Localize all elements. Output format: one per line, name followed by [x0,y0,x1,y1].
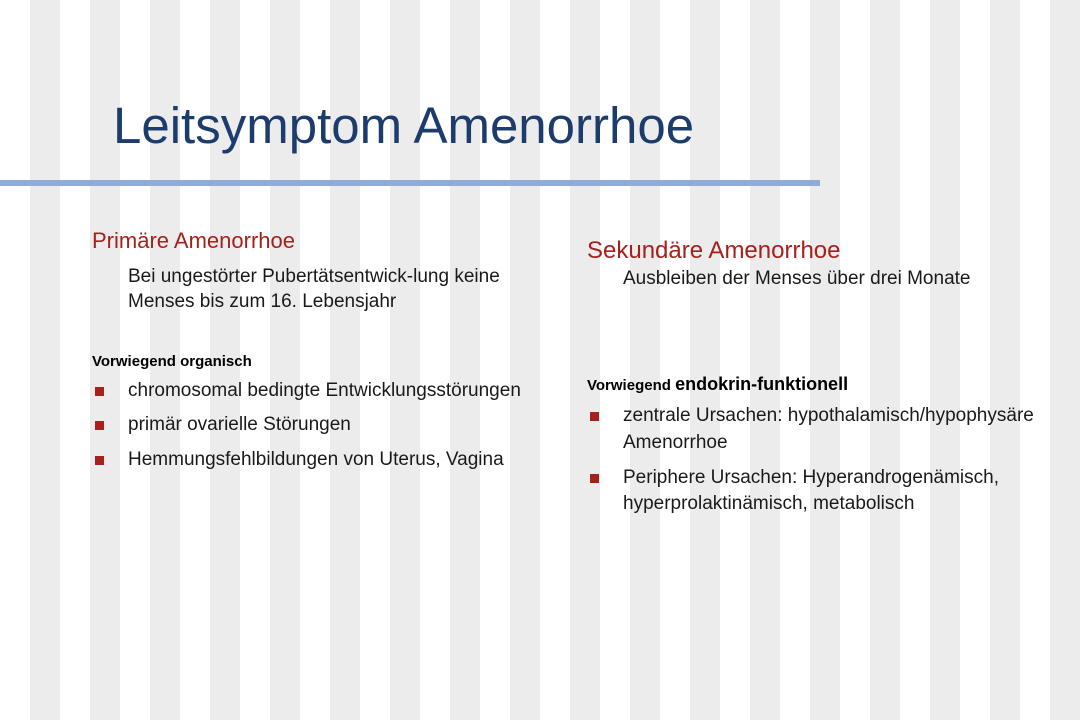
right-subheading-emphasis: endokrin-funktionell [675,374,849,395]
right-column [587,235,1057,526]
square-bullet-icon [95,421,104,430]
left-bullet-list [92,378,562,472]
primary-amenorrhea-heading: Primäre Amenorrhoe [92,228,295,253]
list-item [92,412,562,437]
list-item-text: chromosomal bedingte Entwicklungsstörungen [128,380,521,402]
square-bullet-icon [95,387,104,396]
list-item [587,465,1057,517]
left-subheading: Vorwiegend organisch [92,353,252,371]
list-item [92,447,562,472]
list-item-text: zentrale Ursachen: hypothalamisch/hypophysäre Amenorrhoe [623,405,1034,453]
right-bullet-list [587,403,1057,517]
list-item [92,378,562,403]
secondary-amenorrhea-heading: Sekundäre Amenorrhoe [587,237,841,264]
list-item-text: primär ovarielle Störungen [128,414,351,436]
right-subheading [587,374,1057,395]
list-item-text: Periphere Ursachen: Hyperandrogenämisch, hyperprolaktinämisch, metabolisch [623,466,999,515]
square-bullet-icon [590,412,599,421]
square-bullet-icon [95,456,104,465]
left-column [92,227,562,481]
secondary-amenorrhea-description: Ausbleiben der Menses über drei Monate [623,268,971,290]
primary-amenorrhea-description: Bei ungestörter Pubertätsentwick-lung keine Menses bis zum 16. Lebensjahr [128,265,500,312]
list-item [587,403,1057,455]
right-subheading-prefix: Vorwiegend [587,377,671,395]
title-divider [0,180,820,186]
list-item-text: Hemmungsfehlbildungen von Uterus, Vagina [128,448,504,470]
slide-title: Leitsymptom Amenorrhoe [113,97,695,154]
square-bullet-icon [590,474,599,483]
